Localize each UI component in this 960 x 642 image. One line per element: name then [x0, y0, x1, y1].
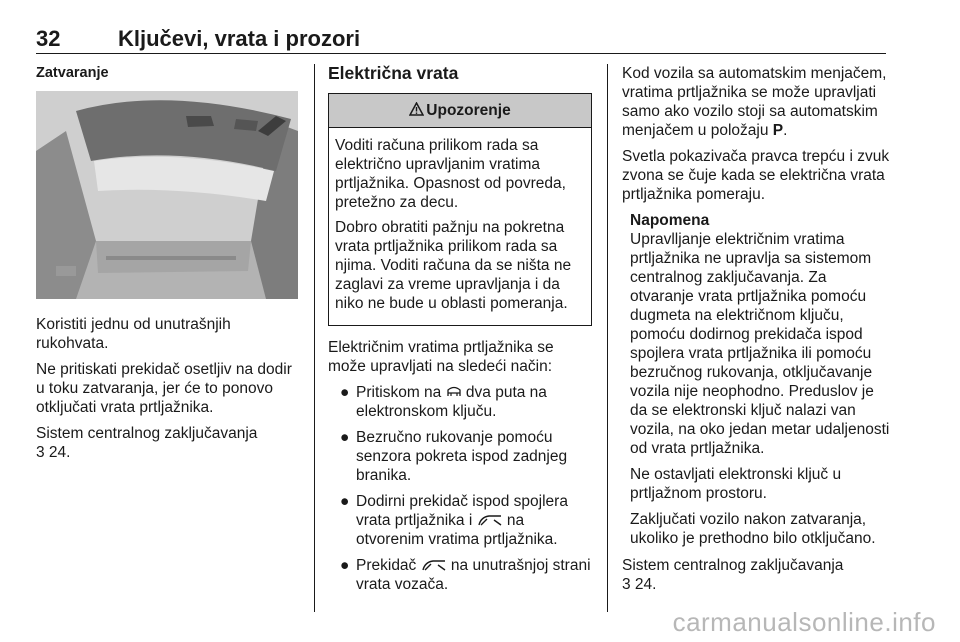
- note-para-2: Ne ostavljati elektronski ključ u prtljažnom prostoru.: [630, 466, 842, 502]
- indicator-para: Svetla pokazivača pravca trepću i zvuk zvona se čuje kada se električna vrata prtljažnika pomeraju.: [622, 148, 890, 203]
- list-item: ● Dodirni prekidač ispod spojlera vrata prtljažnika i na otvorenim vratima prtljažnika.: [340, 493, 568, 548]
- note-para-1: Upravlljanje električnim vratima prtljažnika ne upravlja sa sistemom centralnog zaključavanja. Za otvaranje vrata prtljažnika pomoću dugmeta na električnom ključu, pomoću dodirnog prekidača ispod spojlera vrata prtljažnika ili pomoću bezručnog rukovanja, otključavanje vozila nije neophodno. Preduslov je da se elektronski ključ nalazi van vozila, na oko jedan metar udaljenosti od vrata prtljažnika.: [630, 231, 890, 457]
- chapter-title: Ključevi, vrata i prozori: [118, 26, 361, 51]
- warning-body: [329, 128, 591, 325]
- warning-header: [329, 94, 591, 128]
- list-item: ● Prekidač na unutrašnjoj strani vrata vozača.: [340, 557, 591, 593]
- power-tailgate-icon: [477, 513, 503, 527]
- bullet-dot: ●: [340, 557, 350, 574]
- page-number: 32: [36, 26, 61, 51]
- column-divider-1: [314, 64, 315, 612]
- warning-para-2: Dobro obratiti pažnju na pokretna vrata prtljažnika prilikom rada sa njima. Voditi računa da se ništa ne zaglavi za vreme upravljanja i da niko ne bude u oblasti pomeranja.: [335, 219, 572, 312]
- power-tailgate-icon: [421, 558, 447, 572]
- reference-page: 24.: [44, 444, 71, 461]
- closing-para-1: Koristiti jednu od unutrašnjih rukohvata.: [36, 316, 231, 352]
- tailgate-key-icon: [446, 384, 462, 399]
- watermark: carmanualsonline.info: [672, 607, 936, 637]
- operation-list: [328, 383, 592, 594]
- closing-reference: [36, 424, 298, 462]
- reference-page: 24.: [630, 576, 657, 593]
- closing-subheading: Zatvaranje: [36, 65, 109, 81]
- note-title: Napomena: [630, 212, 710, 229]
- bullet-dot: ●: [340, 384, 350, 401]
- list-item: ● Bezručno rukovanje pomoću senzora pokreta ispod zadnjeg branika.: [340, 429, 568, 484]
- tailgate-photo: [36, 91, 298, 299]
- reference-arrow-icon: 3: [36, 444, 45, 461]
- automatic-transmission-para: Kod vozila sa automatskim menjačem, vratima prtljažnika se može upravljati samo ako vozilo stoji sa automatskim menjačem u položaju P.: [622, 65, 887, 139]
- bullet-dot: ●: [340, 429, 350, 446]
- reference-text: Sistem centralnog zaključavanja: [36, 425, 258, 442]
- locking-reference: [622, 556, 890, 594]
- section-title: Električna vrata: [328, 63, 459, 83]
- page-header: [36, 22, 886, 54]
- note-para-3: Zaključati vozilo nakon zatvaranja, ukoliko je prethodno bilo otključano.: [630, 511, 876, 547]
- bullet-dot: ●: [340, 493, 350, 510]
- warning-para-1: Voditi računa prilikom rada sa električno upravljanim vratima prtljažnika. Opasnost od povreda, pretežno za decu.: [335, 137, 566, 211]
- warning-title: Upozorenje: [426, 102, 511, 119]
- reference-text: Sistem centralnog zaključavanja: [622, 557, 844, 574]
- column-3: [622, 64, 890, 601]
- operation-intro: Električnim vratima prtljažnika se može upravljati na sledeći način:: [328, 339, 554, 375]
- column-1: [36, 64, 298, 469]
- column-divider-2: [607, 64, 608, 612]
- warning-triangle-icon: [409, 102, 424, 116]
- header-rule: [36, 53, 886, 54]
- note-box: [630, 211, 890, 548]
- gear-p-label: P: [772, 122, 784, 139]
- list-item: ● Pritiskom na dva puta na elektronskom ključu.: [340, 384, 547, 420]
- closing-para-2: Ne pritiskati prekidač osetljiv na dodir u toku zatvaranja, jer će to ponovo otključati vrata prtljažnika.: [36, 361, 292, 416]
- warning-box: [328, 93, 592, 326]
- reference-arrow-icon: 3: [622, 576, 631, 593]
- column-2: [328, 64, 592, 601]
